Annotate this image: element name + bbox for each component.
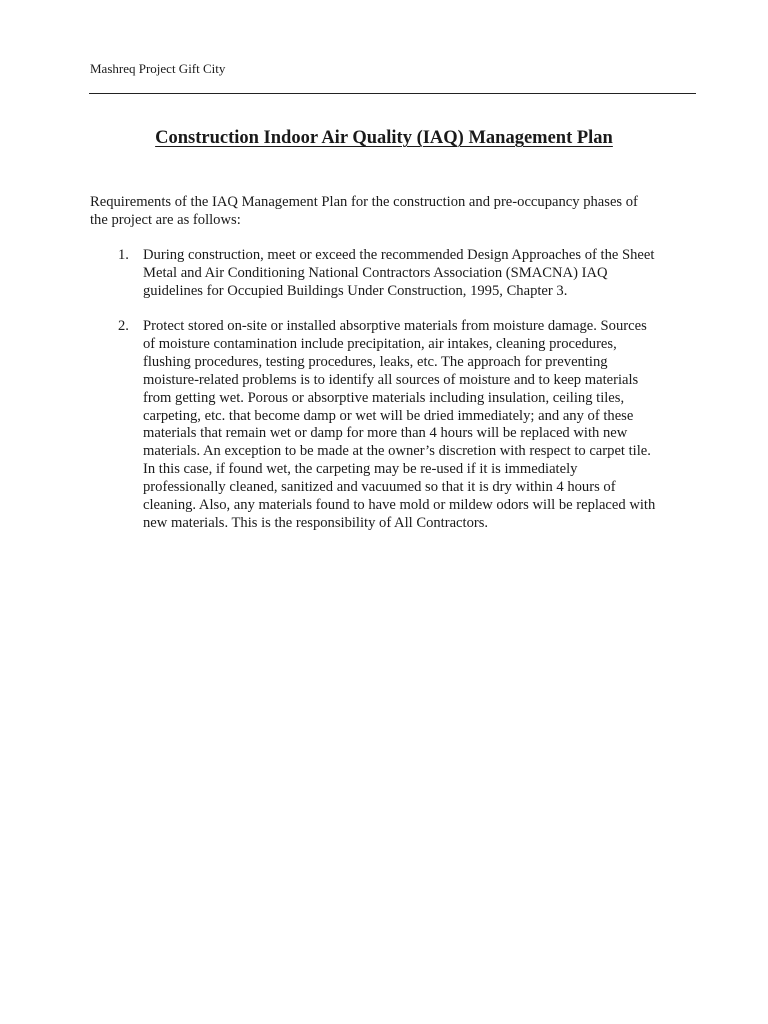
list-item-line: materials. An exception to be made at the owner’s discretion with respect to carpet tile. — [143, 443, 651, 460]
list-item-line: guidelines for Occupied Buildings Under Construction, 1995, Chapter 3. — [143, 282, 568, 299]
page-title — [0, 126, 768, 150]
list-item-line: from getting wet. Porous or absorptive materials including insulation, ceiling tiles, — [143, 389, 625, 406]
list-item-line: cleaning. Also, any materials found to have mold or mildew odors will be replaced with — [143, 497, 656, 514]
list-item-text — [143, 247, 678, 301]
list-item-line: materials that remain wet or damp for more than 4 hours will be replaced with new — [143, 425, 628, 442]
list-item-line: moisture-related problems is to identify all sources of moisture and to keep materials — [143, 371, 639, 388]
list-item-line: new materials. This is the responsibility of All Contractors. — [143, 514, 489, 531]
list-item-line: of moisture contamination include precipitation, air intakes, cleaning procedures, — [143, 335, 617, 352]
intro-paragraph — [90, 193, 670, 229]
list-item-line: professionally cleaned, sanitized and vacuumed so that it is dry within 4 hours of — [143, 479, 616, 496]
list-item — [118, 247, 678, 301]
list-item-line: Metal and Air Conditioning National Contractors Association (SMACNA) IAQ — [143, 264, 608, 281]
list-item — [118, 318, 678, 533]
header-divider — [89, 93, 696, 94]
list-item-line: flushing procedures, testing procedures, leaks, etc. The approach for preventing — [143, 353, 608, 370]
list-item-line: In this case, if found wet, the carpeting may be re-used if it is immediately — [143, 461, 578, 478]
intro-line: the project are as follows: — [90, 212, 241, 228]
list-item-number: 2. — [118, 318, 129, 334]
page-title-text: Construction Indoor Air Quality (IAQ) Management Plan — [155, 128, 613, 148]
list-item-line: During construction, meet or exceed the recommended Design Approaches of the Sheet — [143, 247, 655, 263]
list-item-line: Protect stored on-site or installed absorptive materials from moisture damage. Sources — [143, 318, 647, 334]
list-item-number: 1. — [118, 247, 129, 263]
running-header: Mashreq Project Gift City — [90, 61, 226, 76]
intro-line: Requirements of the IAQ Management Plan for the construction and pre-occupancy phases of — [90, 194, 638, 210]
list-item-text — [143, 318, 678, 533]
list-item-line: carpeting, etc. that become damp or wet will be dried immediately; and any of these — [143, 407, 634, 424]
